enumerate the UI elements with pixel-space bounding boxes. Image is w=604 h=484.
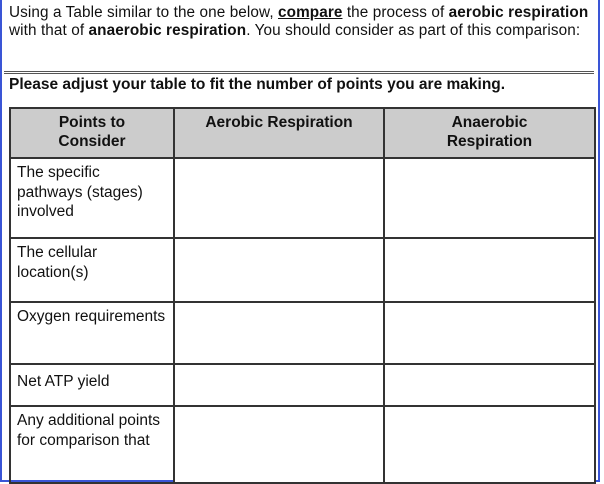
anaerobic-cell-location[interactable] [384,238,595,302]
table-row [10,238,595,302]
aerobic-cell-additional[interactable] [174,406,384,483]
anaerobic-cell-pathways[interactable] [384,158,595,238]
instruction-text: Please adjust your table to fit the number of points you are making. [9,76,506,93]
aerobic-cell-oxygen[interactable] [174,302,384,364]
intro-text-4: . You should consider as part of this comparison: [246,21,581,39]
table-row [10,406,595,483]
table-row [10,364,595,406]
aerobic-cell-location[interactable] [174,238,384,302]
header-aerobic-respiration: Aerobic Respiration [174,108,384,158]
aerobic-cell-pathways[interactable] [174,158,384,238]
anaerobic-cell-oxygen[interactable] [384,302,595,364]
aerobic-cell-atp[interactable] [174,364,384,406]
anaerobic-cell-additional[interactable] [384,406,595,483]
row-label-net-atp: Net ATP yield [10,364,174,406]
table-row [10,158,595,238]
intro-compare-word: compare [278,4,343,21]
intro-aerobic-term: aerobic respiration [448,4,589,21]
intro-anaerobic-term: anaerobic respiration [88,21,247,39]
header-points-to-consider: Points to Consider [10,108,174,158]
header-anaerobic-respiration: Anaerobic Respiration [384,108,595,158]
anaerobic-cell-atp[interactable] [384,364,595,406]
divider-line-bottom [4,73,594,74]
divider-line-top [4,71,594,72]
intro-text-1: Using a Table similar to the one below, [9,4,279,21]
row-label-oxygen: Oxygen requirements [10,302,174,364]
row-label-additional-points: Any additional points for comparison that [10,406,174,483]
comparison-table [9,107,596,484]
intro-text-2: the process of [342,4,449,21]
table-row [10,302,595,364]
table-header-row [10,108,595,158]
row-label-pathways: The specific pathways (stages) involved [10,158,174,238]
intro-text-3: with that of [9,21,89,39]
intro-paragraph [9,4,594,39]
row-label-cellular-location: The cellular location(s) [10,238,174,302]
